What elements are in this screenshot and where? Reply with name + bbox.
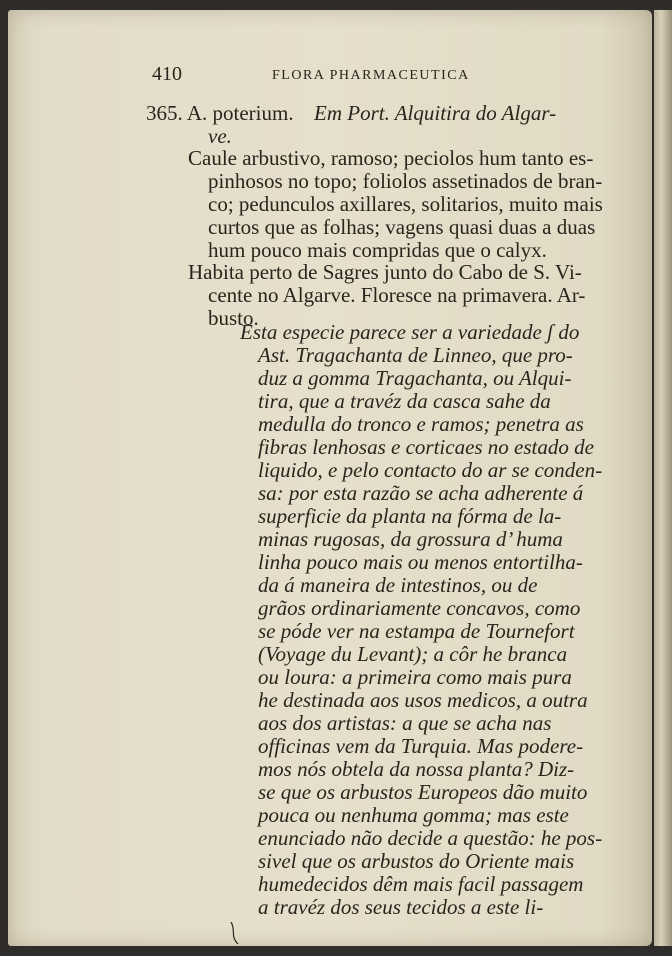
note-line: (Voyage du Levant); a côr he branca [258,642,568,666]
note-line: fibras lenhosas e corticaes no estado de [258,435,594,459]
description-line: curtos que as folhas; vagens quasi duas a duas [208,215,596,239]
note-line: sivel que os arbustos do Oriente mais [258,849,575,873]
note-line: aos dos artistas: a que se acha nas [258,711,552,735]
note-line: se que os arbustos Europeos dão muito [258,780,588,804]
note-line: tira, que a travéz da casca sahe da [258,389,551,413]
note-line: medulla do tronco e ramos; penetra as [258,412,584,436]
note-line: liquido, e pelo contacto do ar se conden- [258,458,603,482]
note-line: sa: por esta razão se acha adherente á [258,481,584,505]
entry-common-name-line: Em Port. Alquitira do Algar- [314,101,557,125]
note-line: minas rugosas, da grossura d’ huma [258,527,563,551]
note-line: Ast. Tragachanta de Linneo, que pro- [258,343,573,367]
note-line: da á maneira de intestinos, ou de [258,573,538,597]
note-line: he destinada aos usos medicos, a outra [258,688,588,712]
note-line: se póde ver na estampa de Tournefort [258,619,575,643]
note-line: superficie da planta na fórma de la- [258,504,562,528]
entry-number-species: 365. A. poterium. [146,101,294,125]
description-line: co; pedunculos axillares, solitarios, muito mais [208,192,603,216]
note-line: enunciado não decide a questão: he pos- [258,826,603,850]
note-line: Esta especie parece ser a variedade ʃ do [240,320,580,344]
description-line: pinhosos no topo; foliolos assetinados de bran- [208,169,603,193]
habitat-line: busto. [208,306,259,330]
note-line: duz a gomma Tragachanta, ou Alqui- [258,366,572,390]
note-line: linha pouco mais ou menos entortilha- [258,550,583,574]
note-line: humedecidos dêm mais facil passagem [258,872,584,896]
entry-common-name-line: ve. [208,124,232,148]
habitat-line: Habita perto de Sagres junto do Cabo de S. Vi- [188,260,582,284]
note-line: ou loura: a primeira como mais pura [258,665,572,689]
note-line: grãos ordinariamente concavos, como [258,596,581,620]
page-number: 410 [152,63,182,85]
description-line: hum pouco mais compridas que o calyx. [208,238,547,262]
habitat-line: cente no Algarve. Floresce na primavera. Ar- [208,283,586,307]
running-title: FLORA PHARMACEUTICA [272,68,470,83]
note-line: a travéz dos seus tecidos a este li- [258,895,544,919]
note-line: pouca ou nenhuma gomma; mas este [258,803,569,827]
page-edge [654,10,672,946]
signature-mark [228,922,242,946]
note-line: officinas vem da Turquia. Mas podere- [258,734,584,758]
description-line: Caule arbustivo, ramoso; peciolos hum tanto es- [188,146,594,170]
note-line: mos nós obtela da nossa planta? Diz- [258,757,575,781]
